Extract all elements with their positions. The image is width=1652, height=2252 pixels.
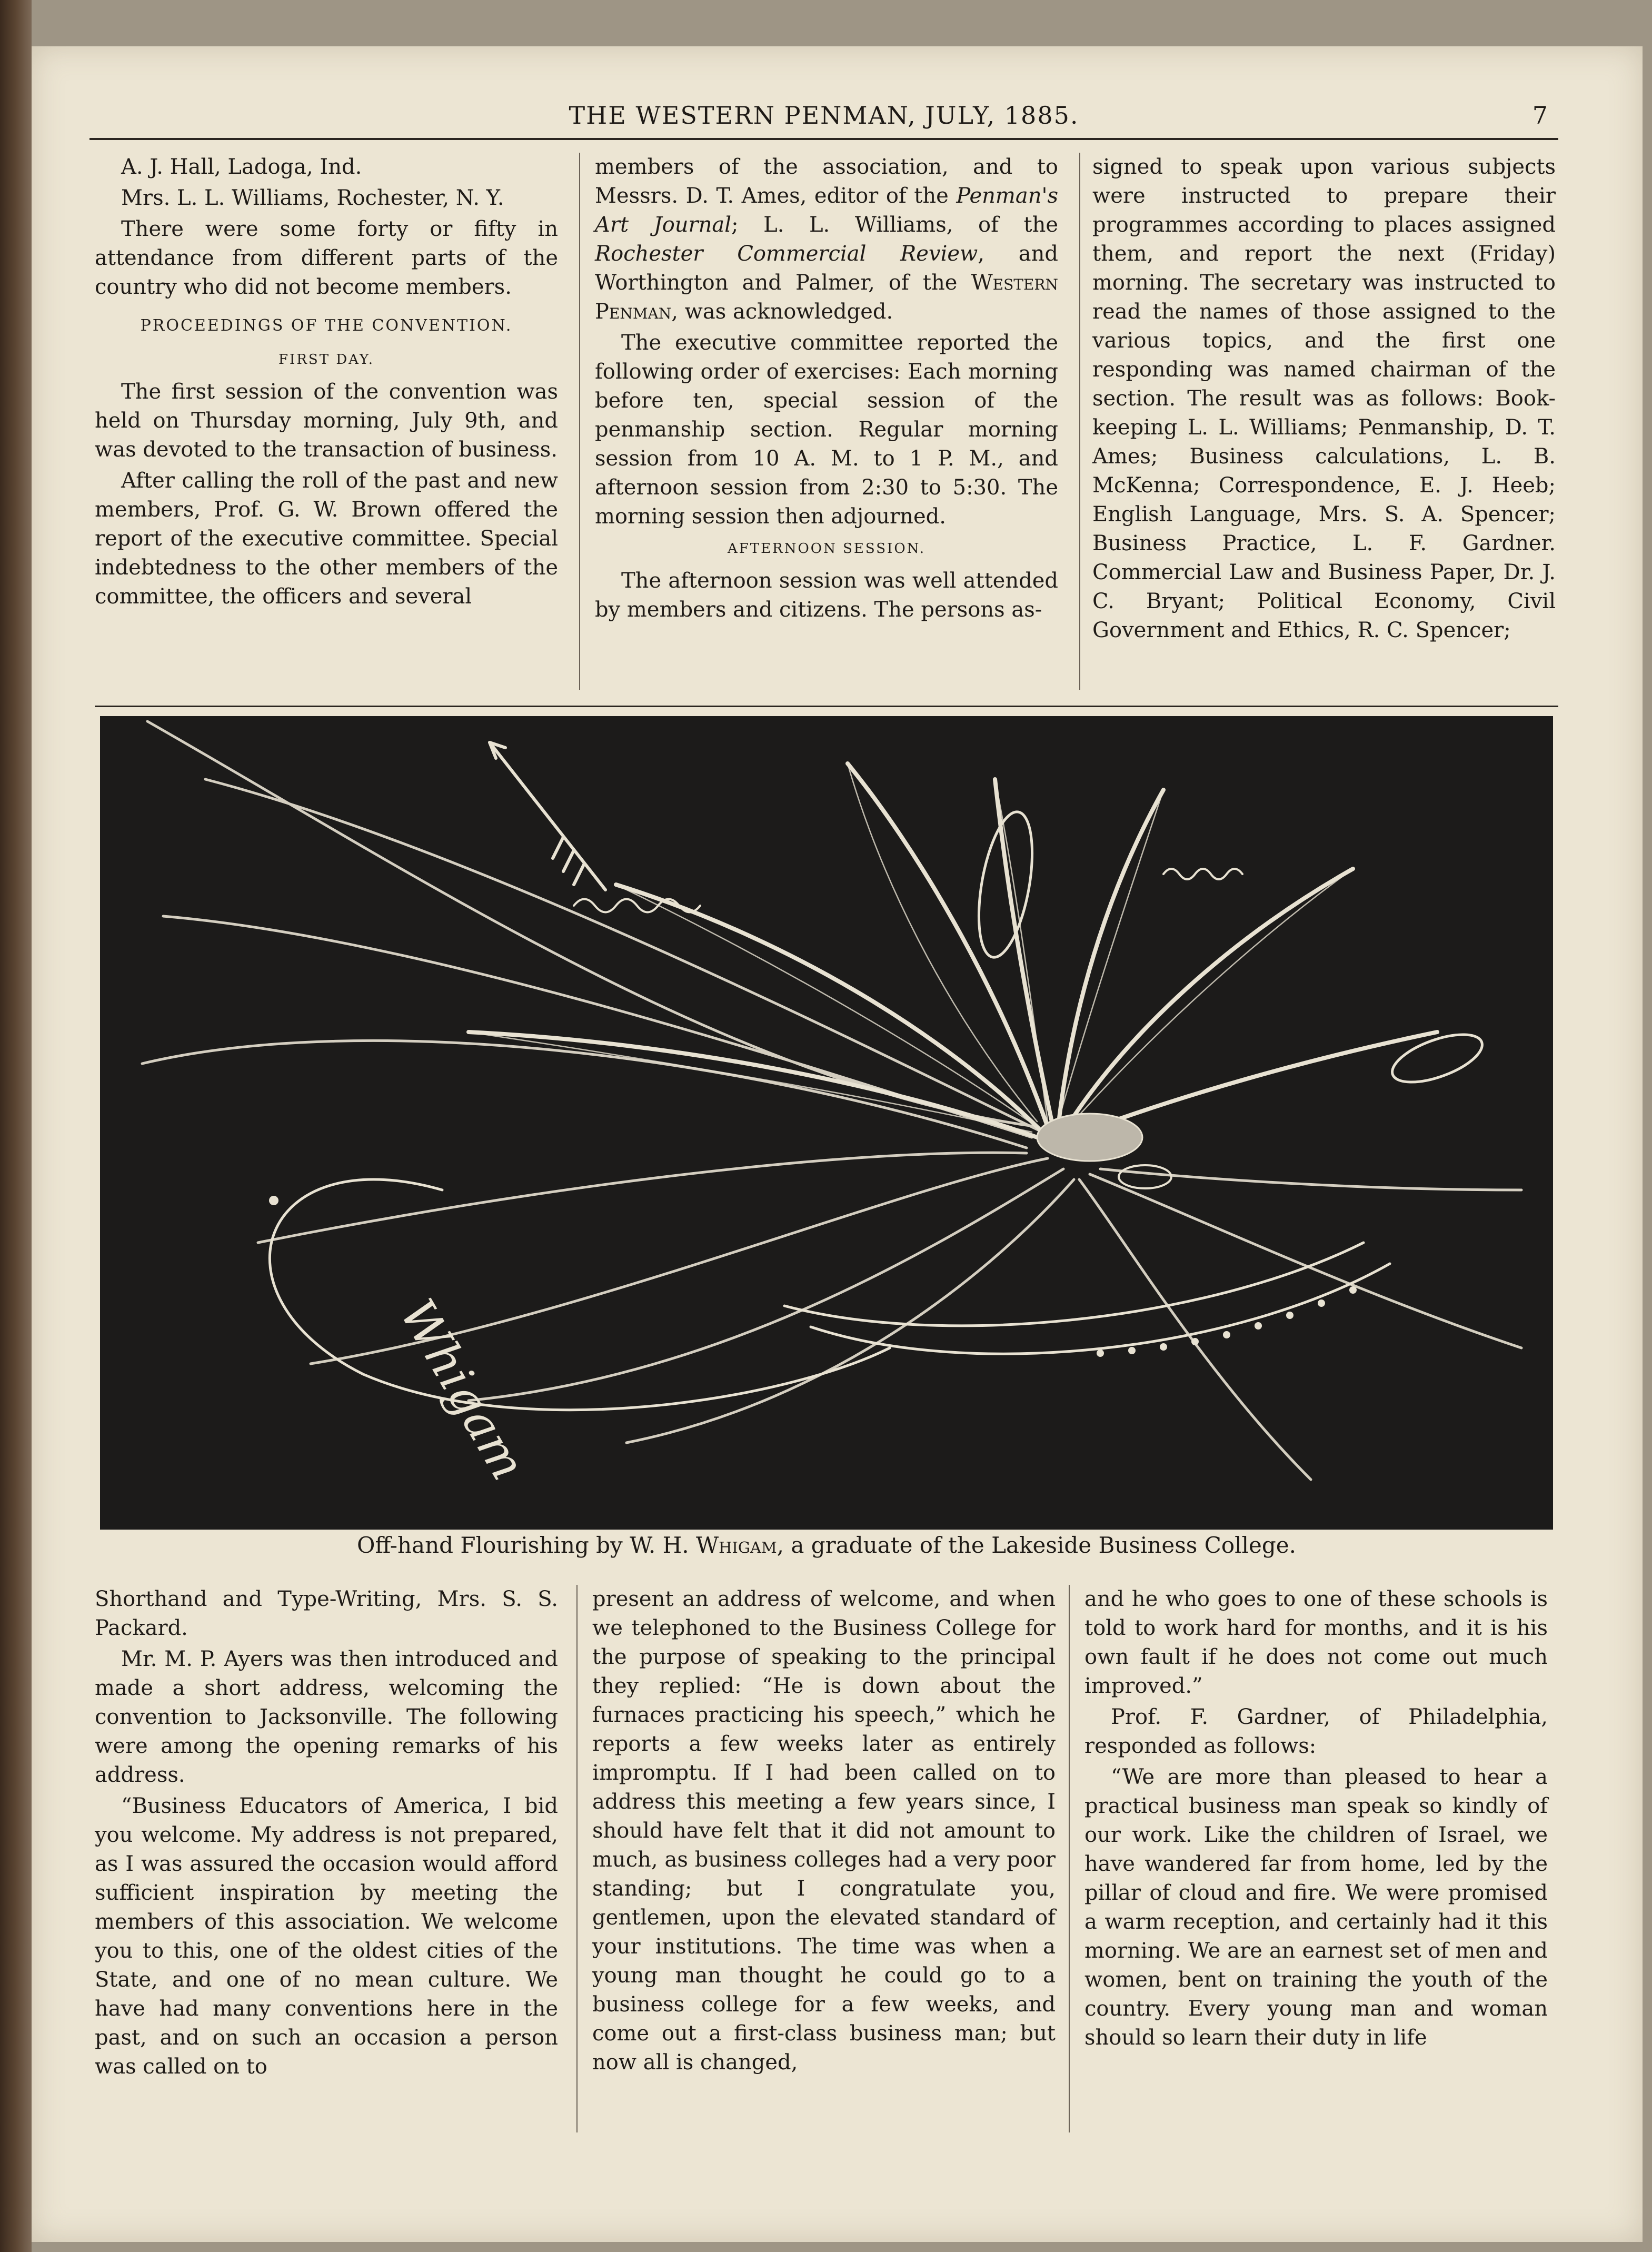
paragraph: Prof. F. Gardner, of Philadelphia, responded as follows: (1084, 1705, 1548, 1758)
member-line: A. J. Hall, Ladoga, Ind. (121, 155, 362, 179)
italic-title: Rochester Commercial Review (595, 242, 978, 266)
paragraph: present an address of welcome, and when we telephoned to the Business College for the purpose of speaking to the principal they replied: “He is down about the furnaces practicing his speech,” which he reports a few weeks later as entirely impromptu. If I had been called on to address this meeting a few years since, I should have felt that it did not amount to much, as business colleges had a very poor standing; but I congratulate you, gentlemen, upon the elevated standard of your institutions. The time was when a young man thought he could go to a business college for a few weeks, and come out a first-class business man; but now all is changed, (592, 1587, 1056, 2075)
top-column-3 (1092, 153, 1556, 647)
bottom-column-3 (1084, 1585, 1548, 2055)
artist-signature: Whigam (389, 1290, 536, 1490)
member-line: Mrs. L. L. Williams, Rochester, N. Y. (121, 186, 504, 210)
paragraph: “Business Educators of America, I bid you welcome. My address is not prepared, as I was assured the occasion would afford sufficient inspiration by meeting the members of this association. We welcome you to this, one of the oldest cities of the State, and one of no mean culture. We have had many conventions here in the past, and on such an occasion a person was called on to (95, 1794, 558, 2079)
small-caps-name: Whigam (695, 1532, 777, 1558)
paragraph: “We are more than pleased to hear a practical business man speak so kindly of our work. Like the children of Israel, we have wandered far from home, led by the pillar of cloud and fire. We were promised a warm reception, and certainly had it this morning. We are an earnest set of men and women, bent on training the youth of the country. Every young man and woman should so learn their duty in life (1084, 1765, 1548, 2050)
bottom-column-1 (95, 1585, 558, 2084)
subsection-heading: AFTERNOON SESSION. (727, 541, 925, 557)
illustration-caption (100, 1532, 1553, 1558)
book-binding (0, 0, 32, 2252)
running-title: THE WESTERN PENMAN, JULY, 1885. (569, 101, 1079, 130)
top-column-1 (95, 153, 558, 613)
text-run: , was acknowledged. (671, 300, 893, 324)
text-run: members of the association, and to Messrs. D. T. Ames, editor of the (595, 155, 1058, 208)
page-header (89, 101, 1558, 140)
flourish-illustration (100, 716, 1553, 1530)
text-run: , and Worthington and Palmer, of the (595, 242, 1058, 295)
section-heading: PROCEEDINGS OF THE CONVENTION. (140, 316, 513, 335)
paragraph: There were some forty or fifty in attendance from different parts of the country who did not become members. (95, 217, 558, 299)
paragraph: After calling the roll of the past and new members, Prof. G. W. Brown offered the report of the executive committee. Special indebtedness to the other members of the committee, the officers and several (95, 469, 558, 609)
bottom-column-2 (592, 1585, 1056, 2079)
column-rule (1079, 153, 1080, 690)
paragraph: Mr. M. P. Ayers was then introduced and made a short address, welcoming the convention to Jacksonville. The following were among the opening remarks of his address. (95, 1647, 558, 1787)
paragraph: The afternoon session was well attended by members and citizens. The persons as- (595, 569, 1058, 622)
top-column-2 (595, 153, 1058, 627)
subsection-heading: FIRST DAY. (278, 352, 374, 368)
section-rule (95, 706, 1558, 707)
paragraph: The first session of the convention was held on Thursday morning, July 9th, and was devoted to the transaction of business. (95, 380, 558, 462)
page-number: 7 (1532, 101, 1548, 130)
small-caps-name: Western Penman (595, 271, 1058, 324)
paragraph: Shorthand and Type-Writing, Mrs. S. S. Packard. (95, 1587, 558, 1640)
text-run: ; L. L. Williams, of the (731, 213, 1059, 237)
column-rule (576, 1585, 578, 2132)
paragraph: signed to speak upon various subjects were instructed to prepare their programmes according to places assigned them, and report the next (Friday) morning. The secretary was instructed to read the names of those assigned to the various topics, and the first one responding was named chairman of the section. The result was as follows: Book-keeping L. L. Williams; Penmanship, D. T. Ames; Business calculations, L. B. McKenna; Correspondence, E. J. Heeb; English Language, Mrs. S. A. Spencer; Business Practice, L. F. Gardner. Commercial Law and Business Paper, Dr. J. C. Bryant; Political Economy, Civil Government and Ethics, R. C. Spencer; (1092, 155, 1556, 642)
column-rule (579, 153, 580, 690)
italic-title: Penman's Art Journal (595, 184, 1058, 237)
text-run: Off-hand Flourishing by W. H. (357, 1532, 696, 1558)
paragraph: and he who goes to one of these schools is told to work hard for months, and it is his own fault if he does not come out much improved.” (1084, 1587, 1548, 1698)
paragraph (595, 153, 1058, 326)
column-rule (1069, 1585, 1070, 2132)
text-run: , a graduate of the Lakeside Business College. (777, 1532, 1296, 1558)
paragraph: The executive committee reported the following order of exercises: Each morning before ten, special session of the penmanship section. Regular morning session from 10 A. M. to 1 P. M., and afternoon session from 2:30 to 5:30. The morning session then adjourned. (595, 331, 1058, 529)
